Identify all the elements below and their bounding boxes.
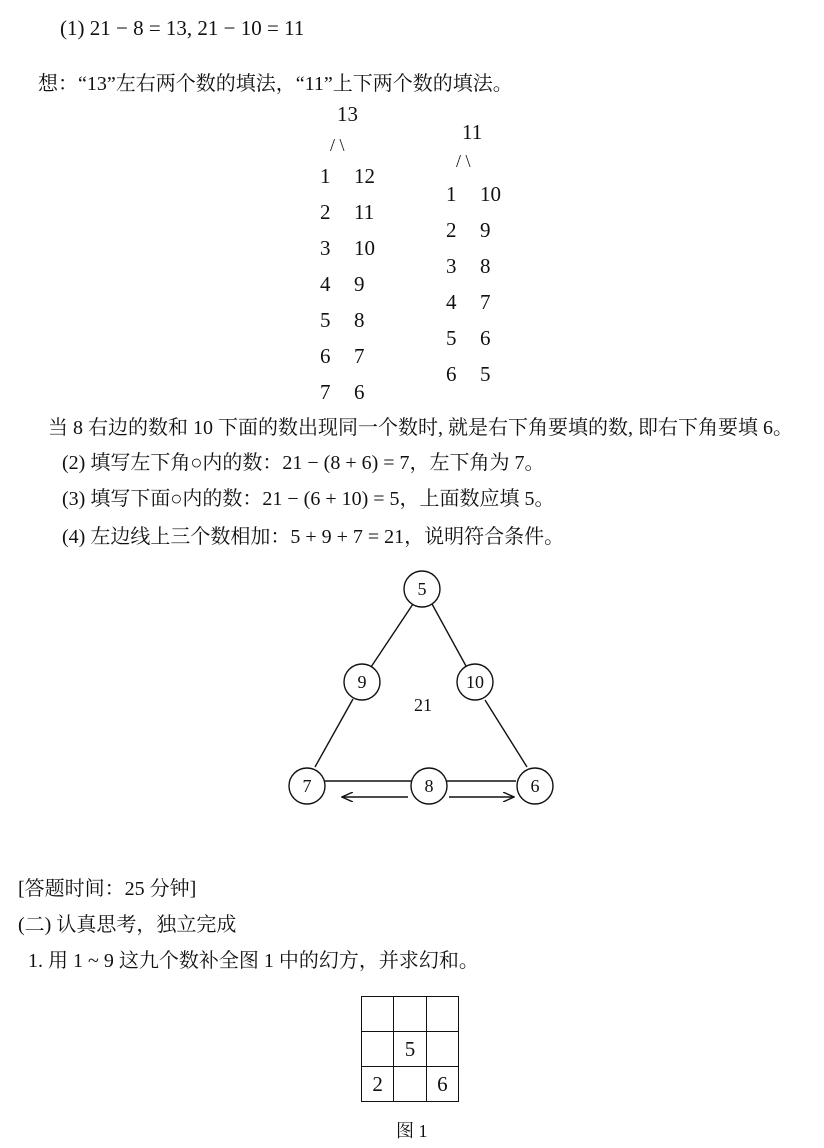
edge-right-mid-bottom	[485, 700, 527, 767]
split13-branch: / \	[330, 135, 345, 155]
split11-right-part: 5	[480, 362, 491, 386]
split13-left-part: 2	[320, 200, 331, 224]
split11-left-part: 2	[446, 218, 457, 242]
split11-right-part: 8	[480, 254, 491, 278]
split11-branch: / \	[456, 151, 471, 171]
step2: (2) 填写左下角○内的数：21 − (8 + 6) = 7，左下角为 7。	[62, 452, 545, 474]
step3: (3) 填写下面○内的数：21 − (6 + 10) = 5，上面数应填 5。	[62, 488, 555, 510]
split13-right-part: 12	[354, 164, 375, 188]
split13-left-part: 6	[320, 344, 331, 368]
value-left-mid: 9	[357, 672, 367, 692]
edge-top-right-mid	[432, 604, 466, 666]
split13-right-part: 7	[354, 344, 365, 368]
cell: 5	[394, 1032, 426, 1067]
split13-left-part: 3	[320, 236, 331, 260]
time-note: [答题时间：25 分钟]	[18, 878, 197, 900]
cell[interactable]	[394, 997, 426, 1032]
split13-left-part: 5	[320, 308, 331, 332]
value-bottom-mid: 8	[424, 776, 434, 796]
question-1: 1. 用 1 ~ 9 这九个数补全图 1 中的幻方，并求幻和。	[28, 950, 479, 972]
cell[interactable]	[394, 1067, 426, 1102]
figure-caption: 图 1	[396, 1121, 428, 1141]
split13-right-part: 9	[354, 272, 365, 296]
value-right-mid: 10	[466, 672, 484, 692]
split11-right-part: 9	[480, 218, 491, 242]
split11-right-part: 10	[480, 182, 501, 206]
edge-top-left-mid	[371, 604, 413, 667]
conclusion: 当 8 右边的数和 10 下面的数出现同一个数时, 就是右下角要填的数, 即右下角要填 6。	[48, 417, 793, 439]
split13-left-part: 7	[320, 380, 331, 404]
split13-left-part: 4	[320, 272, 331, 296]
split13-top: 13	[337, 102, 358, 126]
magic-square	[361, 996, 459, 1102]
step4: (4) 左边线上三个数相加：5 + 9 + 7 = 21，说明符合条件。	[62, 526, 565, 548]
cell[interactable]	[426, 997, 458, 1032]
split11-left-part: 4	[446, 290, 457, 314]
split11-top: 11	[462, 120, 483, 144]
value-bottom-left: 7	[302, 776, 312, 796]
cell: 6	[426, 1067, 458, 1102]
think-line: 想：“13”左右两个数的填法，“11”上下两个数的填法。	[38, 73, 513, 95]
split11-left-part: 1	[446, 182, 457, 206]
split13-right-part: 6	[354, 380, 365, 404]
split11-right-part: 7	[480, 290, 491, 314]
split11-right-part: 6	[480, 326, 491, 350]
split11-left-part: 6	[446, 362, 457, 386]
step1: (1) 21 − 8 = 13, 21 − 10 = 11	[60, 16, 305, 40]
cell[interactable]	[362, 997, 394, 1032]
cell[interactable]	[362, 1032, 394, 1067]
split11-left-part: 3	[446, 254, 457, 278]
split13-right-part: 10	[354, 236, 375, 260]
split13-right-part: 8	[354, 308, 365, 332]
cell: 2	[362, 1067, 394, 1102]
cell[interactable]	[426, 1032, 458, 1067]
section-heading: (二) 认真思考，独立完成	[18, 914, 237, 936]
value-bottom-right: 6	[530, 776, 540, 796]
split11-left-part: 5	[446, 326, 457, 350]
value-top: 5	[417, 579, 427, 599]
value-center: 21	[414, 695, 432, 715]
split13-right-part: 11	[354, 200, 375, 224]
split13-left-part: 1	[320, 164, 331, 188]
edge-left-mid-bottom	[315, 699, 353, 767]
